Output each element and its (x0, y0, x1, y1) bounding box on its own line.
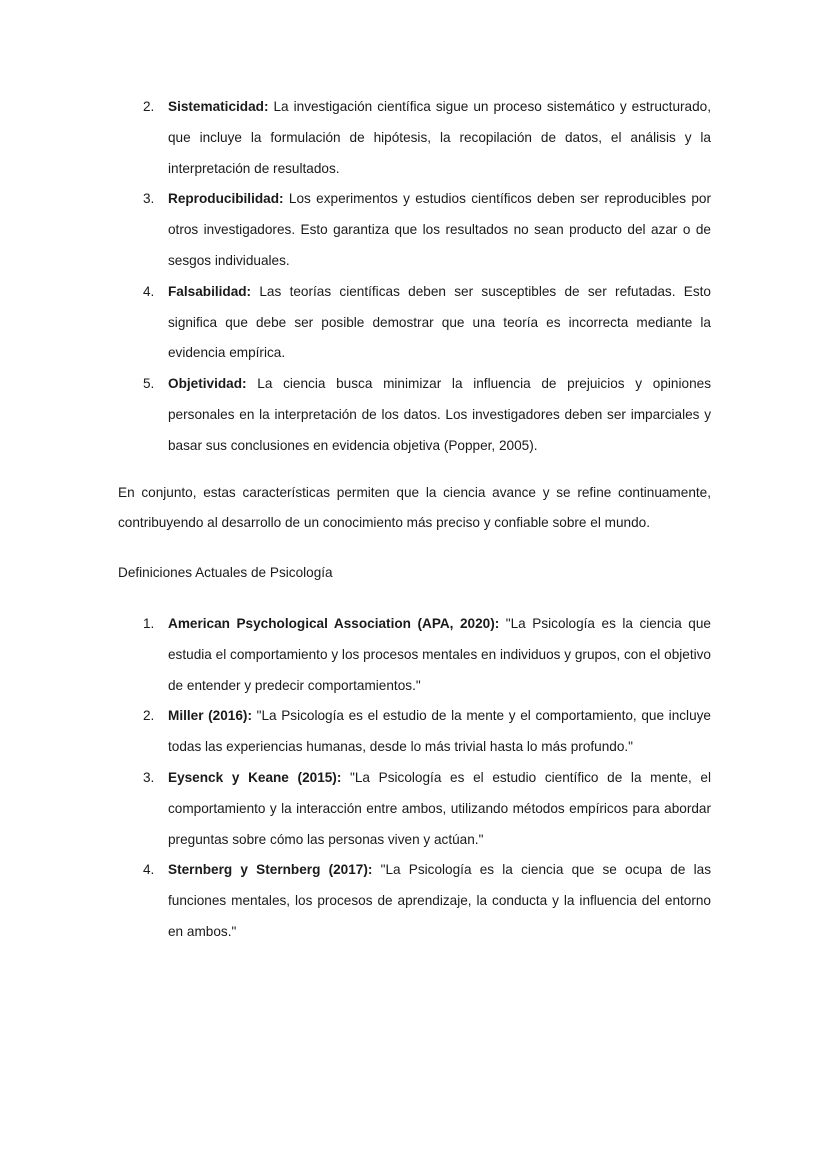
list-item-text: Las teorías científicas deben ser susceptibles de ser refutadas. Esto significa que debe ser posible demostrar que una teoría es incorrecta mediante la evidencia empírica. (168, 283, 711, 361)
list-item: 3. Reproducibilidad: Los experimentos y estudios científicos deben ser reproducibles por otros investigadores. Esto garantiza que los resultados no sean producto del azar o de sesgos individuales. (143, 191, 711, 268)
list-item: 4. Falsabilidad: Las teorías científicas deben ser susceptibles de ser refutadas. Esto significa que debe ser posible demostrar que una teoría es incorrecta mediante la evidencia empírica. (143, 283, 711, 361)
list-item-text: "La Psicología es el estudio científico de la mente, el comportamiento y la interacción entre ambos, utilizando métodos empíricos para abordar preguntas sobre cómo las personas viven y actúan." (168, 769, 711, 847)
definitions-list (118, 609, 711, 948)
list-item-text: La investigación científica sigue un proceso sistemático y estructurado, que incluye la formulación de hipótesis, la recopilación de datos, el análisis y la interpretación de resultados. (168, 99, 711, 176)
list-item: 1. American Psychological Association (APA, 2020): "La Psicología es la ciencia que estudia el comportamiento y los procesos mentales en individuos y grupos, con el objetivo de entender y predecir comportamientos." (143, 615, 711, 693)
list-item-term: Eysenck y Keane (2015): (168, 769, 342, 785)
list-item-text: Los experimentos y estudios científicos deben ser reproducibles por otros investigadores. Esto garantiza que los resultados no sean producto del azar o de sesgos individuales. (168, 191, 711, 268)
list-item-text: "La Psicología es la ciencia que se ocupa de las funciones mentales, los procesos de aprendizaje, la conducta y la influencia del entorno en ambos." (168, 862, 711, 939)
list-item-text: "La Psicología es el estudio de la mente y el comportamiento, que incluye todas las experiencias humanas, desde lo más trivial hasta lo más profundo." (168, 708, 711, 755)
list-item-term: Reproducibilidad: (168, 191, 284, 207)
list-item-term: Objetividad: (168, 376, 247, 392)
document-page (118, 92, 711, 948)
section-heading: Definiciones Actuales de Psicología (118, 565, 333, 581)
list-item: 2. Miller (2016): "La Psicología es el estudio de la mente y el comportamiento, que incluye todas las experiencias humanas, desde lo más trivial hasta lo más profundo." (143, 708, 711, 755)
list-item-text: La ciencia busca minimizar la influencia de prejuicios y opiniones personales en la interpretación de los datos. Los investigadores deben ser imparciales y basar sus conclusiones en evidencia objetiva (Popper, 2005). (168, 376, 711, 453)
list-item-text: "La Psicología es la ciencia que estudia el comportamiento y los procesos mentales en individuos y grupos, con el objetivo de entender y predecir comportamientos." (168, 615, 711, 693)
list-item: 4. Sternberg y Sternberg (2017): "La Psicología es la ciencia que se ocupa de las funciones mentales, los procesos de aprendizaje, la conducta y la influencia del entorno en ambos." (143, 862, 711, 939)
list-item-term: Miller (2016): (168, 708, 252, 724)
list-item: 5. Objetividad: La ciencia busca minimizar la influencia de prejuicios y opiniones personales en la interpretación de los datos. Los investigadores deben ser imparciales y basar sus conclusiones en evidencia objetiva (Popper, 2005). (143, 376, 711, 453)
list-item-term: Sistematicidad: (168, 99, 269, 114)
list-item-term: Sternberg y Sternberg (2017): (168, 862, 373, 878)
summary-paragraph: En conjunto, estas características permiten que la ciencia avance y se refine continuamente, contribuyendo al desarrollo de un conocimiento más preciso y confiable sobre el mundo. (118, 484, 711, 531)
list-item: 3. Eysenck y Keane (2015): "La Psicología es el estudio científico de la mente, el comportamiento y la interacción entre ambos, utilizando métodos empíricos para abordar preguntas sobre cómo las personas viven y actúan." (143, 769, 711, 847)
list-item-term: Falsabilidad: (168, 283, 252, 299)
characteristics-list (118, 92, 711, 462)
list-item: 2. Sistematicidad: La investigación científica sigue un proceso sistemático y estructurado, que incluye la formulación de hipótesis, la recopilación de datos, el análisis y la interpretación de resultados. (143, 99, 711, 176)
list-item-term: American Psychological Association (APA, 2020): (168, 615, 500, 631)
